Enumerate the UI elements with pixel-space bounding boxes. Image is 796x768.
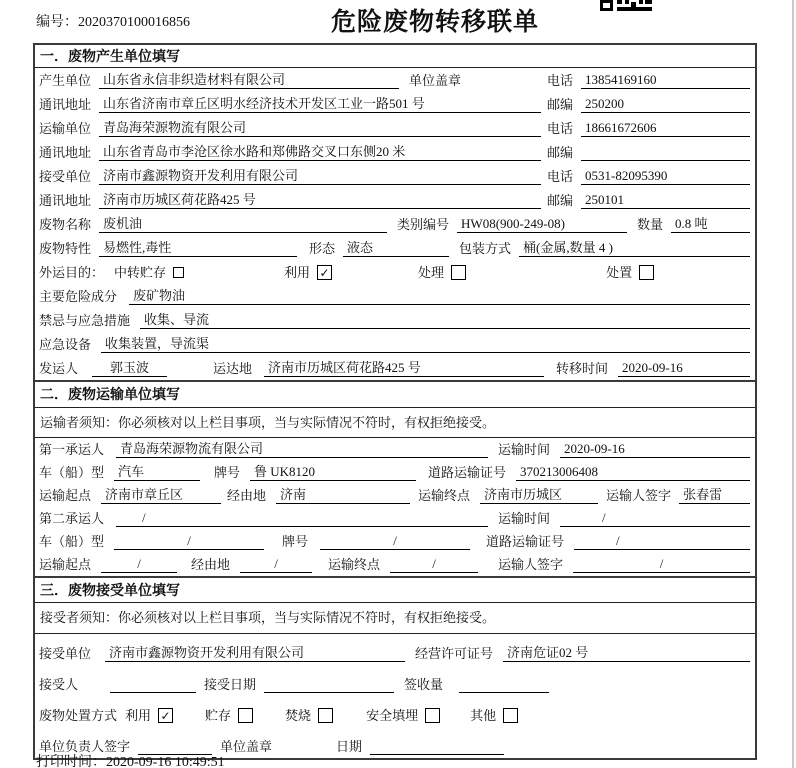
route1-via-label: 经由地: [227, 488, 267, 503]
sign-date-value: [370, 739, 504, 755]
purpose-option-dispose: [606, 262, 654, 281]
treat-label: 处理: [418, 265, 445, 280]
producer-phone-value: 13854169160: [581, 72, 750, 89]
transport-phone-value: 18661672606: [581, 120, 750, 137]
acceptor-label: 接受人: [39, 677, 79, 692]
producer-address-value: 山东省济南市章丘区明水经济技术开发区工业一路501 号: [99, 93, 541, 113]
doc-number-label: 编号：: [36, 15, 78, 30]
receiver-unit-label: 接受单位: [39, 169, 92, 184]
route1-sign-value: 张春雷: [679, 484, 750, 504]
purpose-option-utilize: [284, 262, 332, 281]
purpose-option-treat: [418, 262, 466, 281]
disposal-store-checkbox: [238, 708, 253, 723]
receiver-address-label: 通讯地址: [39, 193, 92, 208]
route2-end-label: 运输终点: [328, 557, 381, 572]
accept-date-label: 接受日期: [204, 677, 257, 692]
print-time: [36, 751, 225, 768]
row-transport-unit: [35, 116, 755, 140]
disposal-utilize-label: 利用: [125, 708, 152, 723]
transfer-time-value: 2020-09-16: [618, 360, 750, 377]
route2-start-value: /: [101, 556, 177, 573]
row-route2: [35, 553, 755, 576]
section-receive: [35, 576, 755, 758]
row-producer-unit: [35, 68, 755, 92]
route1-start-label: 运输起点: [39, 488, 92, 503]
treat-checkbox: [451, 265, 466, 280]
plate1-value: 鲁 UK8120: [250, 461, 416, 481]
disposal-utilize-checkmark: ✓: [160, 708, 171, 723]
route1-end-value: 济南市历城区: [480, 484, 598, 504]
responsible-sign-label: 单位负责人签字: [39, 739, 131, 754]
utilize-checkbox: [317, 265, 332, 280]
row-emergency-measures: [35, 308, 755, 332]
equipment-value: 收集装置，导流渠: [101, 333, 750, 353]
transport-zip-label: 邮编: [547, 145, 574, 160]
row-first-carrier: [35, 438, 755, 461]
section-transport-title: 二．废物运输单位填写: [35, 382, 755, 408]
second-carrier-label: 第二承运人: [39, 511, 105, 526]
row-producer-address: [35, 92, 755, 116]
emergency-value: 收集、导流: [140, 309, 750, 329]
producer-zip-value: 250200: [581, 96, 750, 113]
route2-via-value: /: [240, 556, 312, 573]
receiver-address-value: 济南市历城区荷花路425 号: [99, 189, 541, 209]
disposal-store-label: 贮存: [205, 708, 232, 723]
row-route1: [35, 484, 755, 507]
row-receiver-unit: [35, 164, 755, 188]
transfer-storage-label: 中转贮存: [114, 265, 167, 280]
plate2-label: 牌号: [282, 534, 309, 549]
row-transfer-purpose: [35, 260, 755, 284]
page-edge-line: [792, 0, 794, 768]
route1-sign-label: 运输人签字: [606, 488, 672, 503]
transport-address-value: 山东省青岛市李沧区徐水路和郑佛路交叉口东侧20 米: [99, 141, 541, 161]
route2-sign-value: /: [573, 556, 750, 573]
second-carrier-value: /: [116, 510, 488, 527]
sign-date-label: 日期: [336, 739, 363, 754]
disposal-option-store: [205, 705, 253, 724]
page-title: 危险废物转移联单: [331, 8, 540, 36]
receive-stamp-label: 单位盖章: [220, 739, 273, 754]
emergency-label: 禁忌与应急措施: [39, 313, 131, 328]
operating-license-value: 济南危证02 号: [503, 642, 750, 662]
waste-pack-label: 包装方式: [459, 241, 512, 256]
road-license2-value: /: [574, 533, 750, 550]
route1-via-value: 济南: [276, 484, 410, 504]
transport-unit-value: 青岛海荣源物流有限公司: [99, 117, 541, 137]
producer-address-label: 通讯地址: [39, 97, 92, 112]
row-dispatch: [35, 356, 755, 380]
waste-name-value: 废机油: [99, 213, 387, 233]
producer-unit-value: 山东省永信非织造材料有限公司: [99, 69, 399, 89]
disposal-option-other: [470, 705, 518, 724]
waste-form-value: 液态: [343, 237, 449, 257]
disposal-other-checkbox: [503, 708, 518, 723]
print-time-label: 打印时间：: [36, 755, 106, 768]
row-disposal-method: [35, 696, 755, 727]
waste-pack-value: 桶(金属,数量 4 ): [519, 237, 750, 257]
dispose-checkbox: [639, 265, 654, 280]
print-time-value: 2020-09-16 10:49:51: [106, 755, 225, 768]
transport-time1-value: 2020-09-16: [560, 441, 750, 458]
plate2-value: /: [320, 533, 470, 550]
row-waste-props: [35, 236, 755, 260]
receive-notice: 接受者须知：你必须核对以上栏目事项，当与实际情况不符时，有权拒绝接受。: [35, 603, 755, 634]
vehicle2-type-label: 车（船）型: [39, 534, 105, 549]
received-qty-value: [459, 677, 549, 693]
first-carrier-label: 第一承运人: [39, 442, 105, 457]
transport-time2-label: 运输时间: [498, 511, 551, 526]
vehicle1-type-label: 车（船）型: [39, 465, 105, 480]
disposal-incinerate-checkbox: [318, 708, 333, 723]
destination-value: 济南市历城区荷花路425 号: [264, 357, 544, 377]
disposal-landfill-label: 安全填埋: [366, 708, 419, 723]
waste-qty-label: 数量: [637, 217, 664, 232]
received-qty-label: 签收量: [404, 677, 444, 692]
producer-zip-label: 邮编: [547, 97, 574, 112]
transport-unit-label: 运输单位: [39, 121, 92, 136]
hazard-label: 主要危险成分: [39, 289, 118, 304]
disposal-landfill-checkbox: [425, 708, 440, 723]
qr-code-fragment-icon: [600, 0, 652, 16]
unit-stamp-label: 单位盖章: [409, 73, 462, 88]
row-transport-address: [35, 140, 755, 164]
disposal-other-label: 其他: [470, 708, 497, 723]
transfer-storage-checkbox: [173, 267, 184, 278]
row-hazard-components: [35, 284, 755, 308]
receiver-zip-value: 250101: [581, 192, 750, 209]
purpose-label: 外运目的：: [39, 265, 105, 280]
row-receiver-address: [35, 188, 755, 212]
row-emergency-equipment: [35, 332, 755, 356]
section-receive-title: 三．废物接受单位填写: [35, 578, 755, 603]
section-producer: [35, 45, 755, 380]
disposal-incinerate-label: 焚烧: [285, 708, 312, 723]
section-producer-title: 一．废物产生单位填写: [35, 45, 755, 68]
dispose-label: 处置: [606, 265, 633, 280]
utilize-checkmark: ✓: [319, 265, 330, 280]
road-license1-label: 道路运输证号: [428, 465, 507, 480]
transport-time2-value: /: [560, 510, 750, 527]
row-receive-unit: [35, 634, 755, 665]
producer-phone-label: 电话: [547, 73, 574, 88]
transport-notice: 运输者须知：你必须核对以上栏目事项，当与实际情况不符时，有权拒绝接受。: [35, 408, 755, 438]
disposal-option-landfill: [366, 705, 440, 724]
disposal-utilize-checkbox: [158, 708, 173, 723]
doc-number: [36, 11, 190, 31]
receiver-phone-value: 0531-82095390: [581, 168, 750, 185]
route1-start-value: 济南市章丘区: [101, 484, 221, 504]
route2-end-value: /: [390, 556, 478, 573]
route2-via-label: 经由地: [191, 557, 231, 572]
producer-unit-label: 产生单位: [39, 73, 92, 88]
waste-category-label: 类别编号: [397, 217, 450, 232]
road-license2-label: 道路运输证号: [486, 534, 565, 549]
hazard-value: 废矿物油: [129, 285, 750, 305]
equipment-label: 应急设备: [39, 337, 92, 352]
transport-time1-label: 运输时间: [498, 442, 551, 457]
purpose-option-transfer-storage: [114, 262, 184, 281]
waste-category-value: HW08(900-249-08): [457, 216, 627, 233]
waste-name-label: 废物名称: [39, 217, 92, 232]
dispatcher-value: 郭玉波: [92, 357, 167, 377]
waste-qty-value: 0.8 吨: [671, 213, 750, 233]
receiver-phone-label: 电话: [547, 169, 574, 184]
waste-props-label: 废物特性: [39, 241, 92, 256]
disposal-option-incinerate: [285, 705, 333, 724]
row-waste-name: [35, 212, 755, 236]
route1-end-label: 运输终点: [418, 488, 471, 503]
route2-start-label: 运输起点: [39, 557, 92, 572]
dispatcher-label: 发运人: [39, 361, 79, 376]
acceptor-value: [110, 677, 196, 693]
disposal-label: 废物处置方式: [39, 708, 118, 723]
receiver-zip-label: 邮编: [547, 193, 574, 208]
route2-sign-label: 运输人签字: [498, 557, 564, 572]
plate1-label: 牌号: [214, 465, 241, 480]
transfer-time-label: 转移时间: [556, 361, 609, 376]
receiver-unit-value: 济南市鑫源物资开发利用有限公司: [99, 165, 541, 185]
receive-unit-value: 济南市鑫源物资开发利用有限公司: [105, 642, 405, 662]
row-vehicle1: [35, 461, 755, 484]
doc-number-value: 2020370100016856: [78, 15, 190, 30]
transport-address-label: 通讯地址: [39, 145, 92, 160]
receive-unit-label: 接受单位: [39, 646, 92, 661]
utilize-label: 利用: [284, 265, 311, 280]
manifest-form: [33, 43, 757, 760]
row-acceptor: [35, 665, 755, 696]
destination-label: 运达地: [213, 361, 253, 376]
waste-form-label: 形态: [309, 241, 336, 256]
section-transport: [35, 380, 755, 576]
transport-zip-value: [581, 145, 750, 161]
transport-phone-label: 电话: [547, 121, 574, 136]
first-carrier-value: 青岛海荣源物流有限公司: [116, 438, 488, 458]
vehicle2-type-value: /: [114, 533, 264, 550]
accept-date-value: [264, 677, 394, 693]
vehicle1-type-value: 汽车: [114, 461, 200, 481]
disposal-option-utilize: [125, 705, 173, 724]
row-vehicle2: [35, 530, 755, 553]
operating-license-label: 经营许可证号: [415, 646, 494, 661]
road-license1-value: 370213006408: [516, 464, 750, 481]
row-second-carrier: [35, 507, 755, 530]
waste-props-value: 易燃性,毒性: [99, 237, 297, 257]
